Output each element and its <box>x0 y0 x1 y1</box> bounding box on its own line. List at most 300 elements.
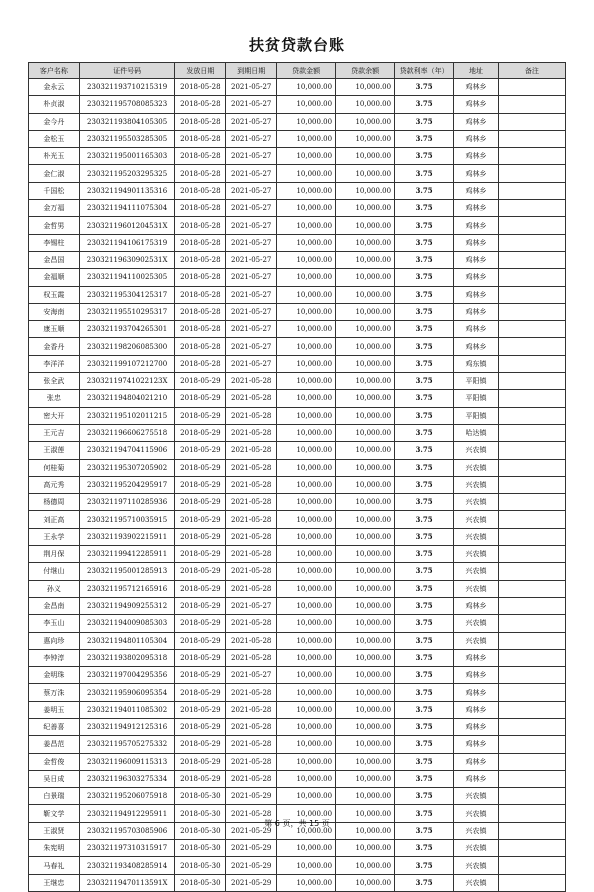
issue-date-cell: 2018-05-29 <box>175 701 226 718</box>
loan-amount-cell: 10,000.00 <box>277 234 336 251</box>
due-date-cell: 2021-05-29 <box>226 840 277 857</box>
id-number-cell: 230321195304125317 <box>79 286 175 303</box>
client-name-cell: 金松玉 <box>29 130 80 147</box>
id-number-cell: 230321195206075918 <box>79 788 175 805</box>
due-date-cell: 2021-05-28 <box>226 701 277 718</box>
issue-date-cell: 2018-05-30 <box>175 857 226 874</box>
loan-balance-cell: 10,000.00 <box>336 217 395 234</box>
table-row <box>29 753 566 770</box>
remark-cell <box>498 130 565 147</box>
address-cell: 兴农镇 <box>454 459 499 476</box>
id-number-cell: 230321196009115313 <box>79 753 175 770</box>
loan-balance-cell: 10,000.00 <box>336 649 395 666</box>
loan-balance-cell: 10,000.00 <box>336 805 395 822</box>
table-row <box>29 874 566 891</box>
client-name-cell: 金哲俊 <box>29 753 80 770</box>
remark-cell <box>498 200 565 217</box>
issue-date-cell: 2018-05-28 <box>175 148 226 165</box>
interest-rate-cell: 3.75 <box>395 701 454 718</box>
due-date-cell: 2021-05-28 <box>226 736 277 753</box>
issue-date-cell: 2018-05-28 <box>175 321 226 338</box>
interest-rate-cell: 3.75 <box>395 563 454 580</box>
address-cell: 鸡林乡 <box>454 130 499 147</box>
loan-balance-cell: 10,000.00 <box>336 424 395 441</box>
remark-cell <box>498 234 565 251</box>
issue-date-cell: 2018-05-29 <box>175 511 226 528</box>
issue-date-cell: 2018-05-29 <box>175 459 226 476</box>
table-row <box>29 424 566 441</box>
issue-date-cell: 2018-05-29 <box>175 563 226 580</box>
loan-balance-cell: 10,000.00 <box>336 407 395 424</box>
issue-date-cell: 2018-05-30 <box>175 822 226 839</box>
remark-cell <box>498 511 565 528</box>
interest-rate-cell: 3.75 <box>395 303 454 320</box>
due-date-cell: 2021-05-27 <box>226 251 277 268</box>
table-row <box>29 148 566 165</box>
due-date-cell: 2021-05-27 <box>226 182 277 199</box>
due-date-cell: 2021-05-28 <box>226 718 277 735</box>
client-name-cell: 王淑贤 <box>29 822 80 839</box>
table-row <box>29 494 566 511</box>
interest-rate-cell: 3.75 <box>395 649 454 666</box>
issue-date-cell: 2018-05-28 <box>175 286 226 303</box>
loan-amount-cell: 10,000.00 <box>277 303 336 320</box>
remark-cell <box>498 632 565 649</box>
table-row <box>29 580 566 597</box>
interest-rate-cell: 3.75 <box>395 822 454 839</box>
interest-rate-cell: 3.75 <box>395 424 454 441</box>
due-date-cell: 2021-05-28 <box>226 684 277 701</box>
remark-cell <box>498 182 565 199</box>
address-cell: 兴农镇 <box>454 857 499 874</box>
remark-cell <box>498 597 565 614</box>
issue-date-cell: 2018-05-29 <box>175 667 226 684</box>
loan-balance-cell: 10,000.00 <box>336 511 395 528</box>
loan-amount-cell: 10,000.00 <box>277 269 336 286</box>
address-cell: 兴农镇 <box>454 494 499 511</box>
client-name-cell: 刘正高 <box>29 511 80 528</box>
document-title: 扶贫贷款台账 <box>248 36 345 54</box>
address-cell: 兴农镇 <box>454 563 499 580</box>
client-name-cell: 白景瑞 <box>29 788 80 805</box>
col-header-remark: 备注 <box>498 63 565 79</box>
remark-cell <box>498 615 565 632</box>
client-name-cell: 何桂菊 <box>29 459 80 476</box>
loan-amount-cell: 10,000.00 <box>277 200 336 217</box>
loan-amount-cell: 10,000.00 <box>277 424 336 441</box>
interest-rate-cell: 3.75 <box>395 234 454 251</box>
loan-amount-cell: 10,000.00 <box>277 615 336 632</box>
address-cell: 鸡林乡 <box>454 770 499 787</box>
address-cell: 鸡林乡 <box>454 79 499 96</box>
table-row <box>29 632 566 649</box>
col-header-balance: 贷款余额 <box>336 63 395 79</box>
client-name-cell: 靳文学 <box>29 805 80 822</box>
interest-rate-cell: 3.75 <box>395 442 454 459</box>
id-number-cell: 23032119601204531X <box>79 217 175 234</box>
interest-rate-cell: 3.75 <box>395 182 454 199</box>
table-row <box>29 234 566 251</box>
id-number-cell: 23032119630902531X <box>79 251 175 268</box>
col-header-due-date: 到期日期 <box>226 63 277 79</box>
table-row <box>29 770 566 787</box>
loan-amount-cell: 10,000.00 <box>277 182 336 199</box>
address-cell: 鸡林乡 <box>454 148 499 165</box>
interest-rate-cell: 3.75 <box>395 459 454 476</box>
table-row <box>29 649 566 666</box>
loan-amount-cell: 10,000.00 <box>277 546 336 563</box>
issue-date-cell: 2018-05-29 <box>175 684 226 701</box>
issue-date-cell: 2018-05-30 <box>175 805 226 822</box>
interest-rate-cell: 3.75 <box>395 407 454 424</box>
table-row <box>29 96 566 113</box>
id-number-cell: 230321195204295917 <box>79 476 175 493</box>
interest-rate-cell: 3.75 <box>395 857 454 874</box>
loan-balance-cell: 10,000.00 <box>336 251 395 268</box>
address-cell: 鸡林乡 <box>454 217 499 234</box>
table-row <box>29 597 566 614</box>
loan-amount-cell: 10,000.00 <box>277 373 336 390</box>
remark-cell <box>498 321 565 338</box>
loan-amount-cell: 10,000.00 <box>277 822 336 839</box>
interest-rate-cell: 3.75 <box>395 874 454 891</box>
issue-date-cell: 2018-05-29 <box>175 597 226 614</box>
loan-amount-cell: 10,000.00 <box>277 113 336 130</box>
loan-amount-cell: 10,000.00 <box>277 805 336 822</box>
loan-balance-cell: 10,000.00 <box>336 148 395 165</box>
id-number-cell: 230321193804105305 <box>79 113 175 130</box>
due-date-cell: 2021-05-28 <box>226 528 277 545</box>
table-row <box>29 701 566 718</box>
table-row <box>29 251 566 268</box>
col-header-address: 地址 <box>454 63 499 79</box>
remark-cell <box>498 580 565 597</box>
client-name-cell: 李洋洋 <box>29 355 80 372</box>
remark-cell <box>498 528 565 545</box>
address-cell: 兴农镇 <box>454 788 499 805</box>
interest-rate-cell: 3.75 <box>395 770 454 787</box>
due-date-cell: 2021-05-27 <box>226 200 277 217</box>
interest-rate-cell: 3.75 <box>395 113 454 130</box>
client-name-cell: 孙义 <box>29 580 80 597</box>
id-number-cell: 230321194011085302 <box>79 701 175 718</box>
remark-cell <box>498 442 565 459</box>
loan-balance-cell: 10,000.00 <box>336 459 395 476</box>
loan-amount-cell: 10,000.00 <box>277 407 336 424</box>
due-date-cell: 2021-05-27 <box>226 597 277 614</box>
col-header-id: 证件号码 <box>79 63 175 79</box>
client-name-cell: 付继山 <box>29 563 80 580</box>
interest-rate-cell: 3.75 <box>395 805 454 822</box>
due-date-cell: 2021-05-28 <box>226 476 277 493</box>
id-number-cell: 230321196606275518 <box>79 424 175 441</box>
client-name-cell: 金今丹 <box>29 113 80 130</box>
id-number-cell: 230321195203295325 <box>79 165 175 182</box>
table-row <box>29 113 566 130</box>
table-row <box>29 355 566 372</box>
issue-date-cell: 2018-05-28 <box>175 200 226 217</box>
due-date-cell: 2021-05-29 <box>226 874 277 891</box>
client-name-cell: 金哲男 <box>29 217 80 234</box>
remark-cell <box>498 79 565 96</box>
interest-rate-cell: 3.75 <box>395 373 454 390</box>
remark-cell <box>498 96 565 113</box>
loan-balance-cell: 10,000.00 <box>336 753 395 770</box>
client-name-cell: 李玉山 <box>29 615 80 632</box>
interest-rate-cell: 3.75 <box>395 148 454 165</box>
issue-date-cell: 2018-05-30 <box>175 840 226 857</box>
issue-date-cell: 2018-05-28 <box>175 269 226 286</box>
remark-cell <box>498 286 565 303</box>
due-date-cell: 2021-05-27 <box>226 165 277 182</box>
loan-amount-cell: 10,000.00 <box>277 79 336 96</box>
table-row <box>29 684 566 701</box>
interest-rate-cell: 3.75 <box>395 269 454 286</box>
interest-rate-cell: 3.75 <box>395 511 454 528</box>
due-date-cell: 2021-05-28 <box>226 511 277 528</box>
loan-amount-cell: 10,000.00 <box>277 96 336 113</box>
client-name-cell: 张全武 <box>29 373 80 390</box>
interest-rate-cell: 3.75 <box>395 321 454 338</box>
id-number-cell: 230321196303275334 <box>79 770 175 787</box>
loan-balance-cell: 10,000.00 <box>336 442 395 459</box>
due-date-cell: 2021-05-27 <box>226 113 277 130</box>
id-number-cell: 230321193408285914 <box>79 857 175 874</box>
remark-cell <box>498 667 565 684</box>
due-date-cell: 2021-05-28 <box>226 563 277 580</box>
address-cell: 兴农镇 <box>454 528 499 545</box>
loan-balance-cell: 10,000.00 <box>336 200 395 217</box>
issue-date-cell: 2018-05-29 <box>175 649 226 666</box>
address-cell: 鸡林乡 <box>454 269 499 286</box>
address-cell: 鸡林乡 <box>454 718 499 735</box>
remark-cell <box>498 494 565 511</box>
issue-date-cell: 2018-05-28 <box>175 355 226 372</box>
loan-amount-cell: 10,000.00 <box>277 632 336 649</box>
table-row <box>29 79 566 96</box>
id-number-cell: 230321195001285913 <box>79 563 175 580</box>
address-cell: 鸡林乡 <box>454 113 499 130</box>
table-row <box>29 667 566 684</box>
loan-balance-cell: 10,000.00 <box>336 494 395 511</box>
client-name-cell: 金昌国 <box>29 251 80 268</box>
remark-cell <box>498 736 565 753</box>
due-date-cell: 2021-05-28 <box>226 459 277 476</box>
due-date-cell: 2021-05-27 <box>226 303 277 320</box>
issue-date-cell: 2018-05-29 <box>175 476 226 493</box>
address-cell: 鸡林乡 <box>454 649 499 666</box>
table-row <box>29 217 566 234</box>
issue-date-cell: 2018-05-29 <box>175 546 226 563</box>
id-number-cell: 23032119470113591X <box>79 874 175 891</box>
id-number-cell: 230321195906095354 <box>79 684 175 701</box>
client-name-cell: 马春礼 <box>29 857 80 874</box>
loan-balance-cell: 10,000.00 <box>336 874 395 891</box>
address-cell: 鸡林乡 <box>454 321 499 338</box>
address-cell: 哈达镇 <box>454 424 499 441</box>
issue-date-cell: 2018-05-28 <box>175 79 226 96</box>
loan-balance-cell: 10,000.00 <box>336 286 395 303</box>
id-number-cell: 230321194901135316 <box>79 182 175 199</box>
address-cell: 鸡林乡 <box>454 701 499 718</box>
client-name-cell: 王元吉 <box>29 424 80 441</box>
address-cell: 鸡林乡 <box>454 667 499 684</box>
table-row <box>29 546 566 563</box>
table-row <box>29 182 566 199</box>
id-number-cell: 230321195708085323 <box>79 96 175 113</box>
address-cell: 兴农镇 <box>454 632 499 649</box>
interest-rate-cell: 3.75 <box>395 390 454 407</box>
col-header-rate: 贷款利率（年） <box>395 63 454 79</box>
remark-cell <box>498 373 565 390</box>
table-row <box>29 563 566 580</box>
loan-balance-cell: 10,000.00 <box>336 303 395 320</box>
loan-amount-cell: 10,000.00 <box>277 511 336 528</box>
address-cell: 兴农镇 <box>454 615 499 632</box>
due-date-cell: 2021-05-28 <box>226 770 277 787</box>
loan-balance-cell: 10,000.00 <box>336 736 395 753</box>
loan-balance-cell: 10,000.00 <box>336 840 395 857</box>
id-number-cell: 230321195705275332 <box>79 736 175 753</box>
due-date-cell: 2021-05-27 <box>226 96 277 113</box>
interest-rate-cell: 3.75 <box>395 494 454 511</box>
address-cell: 鸡林乡 <box>454 234 499 251</box>
remark-cell <box>498 684 565 701</box>
due-date-cell: 2021-05-27 <box>226 321 277 338</box>
interest-rate-cell: 3.75 <box>395 632 454 649</box>
issue-date-cell: 2018-05-29 <box>175 442 226 459</box>
interest-rate-cell: 3.75 <box>395 788 454 805</box>
address-cell: 兴农镇 <box>454 805 499 822</box>
id-number-cell: 230321199412285911 <box>79 546 175 563</box>
id-number-cell: 230321197110285936 <box>79 494 175 511</box>
remark-cell <box>498 874 565 891</box>
id-number-cell: 230321194111075304 <box>79 200 175 217</box>
due-date-cell: 2021-05-28 <box>226 373 277 390</box>
loan-amount-cell: 10,000.00 <box>277 528 336 545</box>
loan-balance-cell: 10,000.00 <box>336 96 395 113</box>
issue-date-cell: 2018-05-29 <box>175 736 226 753</box>
id-number-cell: 230321194804021210 <box>79 390 175 407</box>
loan-amount-cell: 10,000.00 <box>277 597 336 614</box>
address-cell: 兴农镇 <box>454 840 499 857</box>
issue-date-cell: 2018-05-28 <box>175 165 226 182</box>
loan-balance-cell: 10,000.00 <box>336 373 395 390</box>
due-date-cell: 2021-05-27 <box>226 79 277 96</box>
remark-cell <box>498 546 565 563</box>
client-name-cell: 千国松 <box>29 182 80 199</box>
loan-amount-cell: 10,000.00 <box>277 753 336 770</box>
client-name-cell: 金仁淑 <box>29 165 80 182</box>
client-name-cell: 安海南 <box>29 303 80 320</box>
address-cell: 兴农镇 <box>454 822 499 839</box>
loan-amount-cell: 10,000.00 <box>277 494 336 511</box>
address-cell: 平阳镇 <box>454 390 499 407</box>
id-number-cell: 230321194009085303 <box>79 615 175 632</box>
remark-cell <box>498 303 565 320</box>
interest-rate-cell: 3.75 <box>395 338 454 355</box>
id-number-cell: 230321195001165303 <box>79 148 175 165</box>
interest-rate-cell: 3.75 <box>395 580 454 597</box>
loan-ledger-table <box>28 62 566 892</box>
remark-cell <box>498 701 565 718</box>
due-date-cell: 2021-05-28 <box>226 805 277 822</box>
table-row <box>29 736 566 753</box>
table-row <box>29 321 566 338</box>
loan-amount-cell: 10,000.00 <box>277 684 336 701</box>
loan-amount-cell: 10,000.00 <box>277 788 336 805</box>
client-name-cell: 朴贞淑 <box>29 96 80 113</box>
client-name-cell: 蔡万洙 <box>29 684 80 701</box>
table-row <box>29 615 566 632</box>
loan-balance-cell: 10,000.00 <box>336 857 395 874</box>
client-name-cell: 康玉顺 <box>29 321 80 338</box>
remark-cell <box>498 217 565 234</box>
address-cell: 兴农镇 <box>454 442 499 459</box>
due-date-cell: 2021-05-27 <box>226 148 277 165</box>
loan-amount-cell: 10,000.00 <box>277 857 336 874</box>
id-number-cell: 230321197004295356 <box>79 667 175 684</box>
interest-rate-cell: 3.75 <box>395 165 454 182</box>
client-name-cell: 惠向珍 <box>29 632 80 649</box>
address-cell: 平阳镇 <box>454 407 499 424</box>
client-name-cell: 王淑莲 <box>29 442 80 459</box>
table-header-row <box>29 63 566 79</box>
due-date-cell: 2021-05-28 <box>226 407 277 424</box>
table-row <box>29 788 566 805</box>
table-row <box>29 442 566 459</box>
loan-amount-cell: 10,000.00 <box>277 217 336 234</box>
remark-cell <box>498 718 565 735</box>
loan-amount-cell: 10,000.00 <box>277 442 336 459</box>
issue-date-cell: 2018-05-29 <box>175 580 226 597</box>
due-date-cell: 2021-05-27 <box>226 217 277 234</box>
interest-rate-cell: 3.75 <box>395 286 454 303</box>
remark-cell <box>498 857 565 874</box>
loan-balance-cell: 10,000.00 <box>336 321 395 338</box>
loan-balance-cell: 10,000.00 <box>336 528 395 545</box>
address-cell: 鸡林乡 <box>454 684 499 701</box>
issue-date-cell: 2018-05-28 <box>175 182 226 199</box>
address-cell: 鸡林乡 <box>454 338 499 355</box>
issue-date-cell: 2018-05-30 <box>175 874 226 891</box>
remark-cell <box>498 390 565 407</box>
issue-date-cell: 2018-05-29 <box>175 390 226 407</box>
loan-amount-cell: 10,000.00 <box>277 580 336 597</box>
issue-date-cell: 2018-05-29 <box>175 424 226 441</box>
table-row <box>29 476 566 493</box>
address-cell: 鸡林乡 <box>454 736 499 753</box>
address-cell: 鸡林乡 <box>454 286 499 303</box>
interest-rate-cell: 3.75 <box>395 597 454 614</box>
loan-amount-cell: 10,000.00 <box>277 840 336 857</box>
issue-date-cell: 2018-05-29 <box>175 718 226 735</box>
interest-rate-cell: 3.75 <box>395 96 454 113</box>
id-number-cell: 230321193710215319 <box>79 79 175 96</box>
id-number-cell: 230321195703085906 <box>79 822 175 839</box>
issue-date-cell: 2018-05-29 <box>175 494 226 511</box>
id-number-cell: 230321198206085300 <box>79 338 175 355</box>
address-cell: 鸡林乡 <box>454 303 499 320</box>
remark-cell <box>498 148 565 165</box>
loan-amount-cell: 10,000.00 <box>277 251 336 268</box>
loan-balance-cell: 10,000.00 <box>336 788 395 805</box>
loan-balance-cell: 10,000.00 <box>336 667 395 684</box>
address-cell: 平阳镇 <box>454 373 499 390</box>
address-cell: 鸡林乡 <box>454 753 499 770</box>
table-row <box>29 286 566 303</box>
due-date-cell: 2021-05-27 <box>226 338 277 355</box>
